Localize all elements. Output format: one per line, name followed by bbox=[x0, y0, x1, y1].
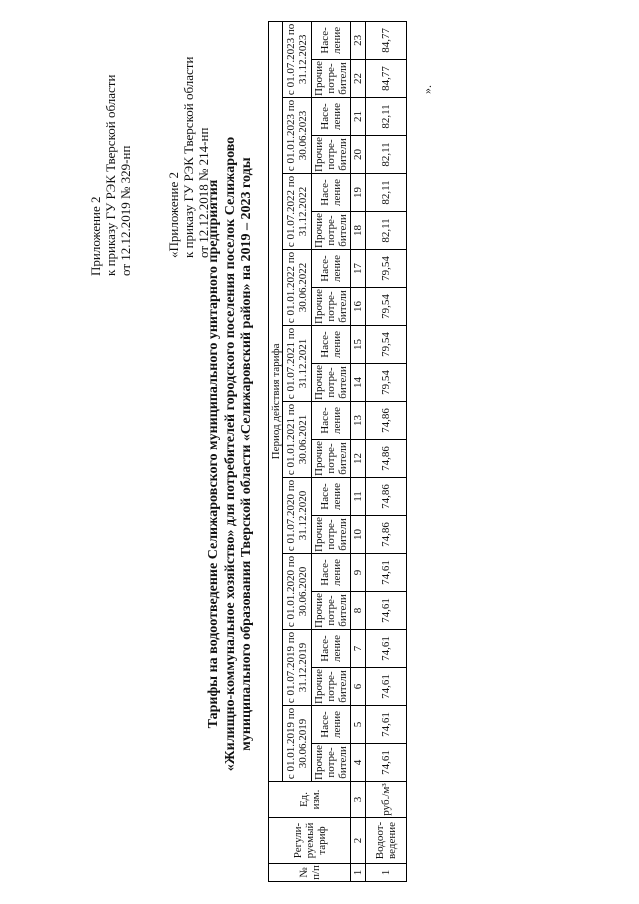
column-number: 10 bbox=[351, 516, 366, 554]
consumer-other: Прочие потре-бители bbox=[313, 441, 349, 476]
column-number: 8 bbox=[351, 592, 366, 630]
column-number: 9 bbox=[351, 554, 366, 592]
header-row-period bbox=[269, 21, 283, 881]
column-number: 20 bbox=[351, 136, 366, 174]
tariff-value: 74,86 bbox=[366, 402, 407, 440]
consumer-other: Прочие потре-бители bbox=[313, 745, 349, 780]
column-number: 22 bbox=[351, 60, 366, 98]
tariff-value: 74,61 bbox=[366, 554, 407, 592]
consumer-population: Насе-ление bbox=[312, 478, 351, 516]
tariff-value: 74,61 bbox=[366, 744, 407, 782]
column-number: 15 bbox=[351, 326, 366, 364]
row-unit: руб./м³ bbox=[366, 782, 407, 818]
column-number: 3 bbox=[351, 782, 366, 818]
column-number: 23 bbox=[351, 21, 366, 59]
period-range: с 01.07.2021 по 31.12.2021 bbox=[283, 326, 312, 402]
document-title-line1: Тарифы на водоотведение Селижаровского муниципального унитарного предприятия bbox=[206, 179, 221, 729]
consumer-population: Насе-ление bbox=[312, 174, 351, 212]
column-number: 4 bbox=[351, 744, 366, 782]
tariff-value: 74,61 bbox=[366, 668, 407, 706]
period-range: с 01.01.2019 по 30.06.2019 bbox=[283, 706, 312, 782]
column-number: 6 bbox=[351, 668, 366, 706]
consumer-other: Прочие потре-бители bbox=[313, 517, 349, 552]
tariff-value: 74,61 bbox=[366, 630, 407, 668]
table-row bbox=[366, 21, 407, 881]
consumer-population: Насе-ление bbox=[312, 554, 351, 592]
tariff-value: 79,54 bbox=[366, 250, 407, 288]
consumer-population: Насе-ление bbox=[312, 402, 351, 440]
period-range: с 01.07.2019 по 31.12.2019 bbox=[283, 630, 312, 706]
period-range: с 01.07.2022 по 31.12.2022 bbox=[283, 174, 312, 250]
column-number: 1 bbox=[351, 864, 366, 882]
period-range: с 01.07.2020 по 31.12.2020 bbox=[283, 478, 312, 554]
appendix-header-new-line2: к приказу ГУ РЭК Тверской области bbox=[103, 74, 118, 276]
appendix-header-old-line2: к приказу ГУ РЭК Тверской области bbox=[181, 56, 196, 258]
consumer-other: Прочие потре-бители bbox=[313, 213, 349, 248]
document-title bbox=[206, 44, 256, 864]
header-tariff: Регули-руемый тариф bbox=[269, 818, 351, 864]
tariff-value: 82,11 bbox=[366, 174, 407, 212]
appendix-header-old-line1: «Приложение 2 bbox=[166, 171, 181, 258]
tariff-value: 79,54 bbox=[366, 288, 407, 326]
closing-quote: ». bbox=[420, 85, 434, 94]
consumer-other: Прочие потре-бители bbox=[313, 365, 349, 400]
tariff-table bbox=[268, 21, 407, 882]
column-number: 12 bbox=[351, 440, 366, 478]
appendix-header-old bbox=[166, 18, 211, 258]
column-number: 13 bbox=[351, 402, 366, 440]
header-row-ranges bbox=[283, 21, 312, 881]
consumer-population: Насе-ление bbox=[312, 326, 351, 364]
period-range: с 01.07.2023 по 31.12.2023 bbox=[283, 21, 312, 97]
tariff-value: 74,86 bbox=[366, 440, 407, 478]
period-range: с 01.01.2023 по 30.06.2023 bbox=[283, 98, 312, 174]
tariff-value: 82,11 bbox=[366, 98, 407, 136]
consumer-other: Прочие потре-бители bbox=[313, 593, 349, 628]
tariff-value: 84,77 bbox=[366, 60, 407, 98]
tariff-value: 82,11 bbox=[366, 212, 407, 250]
period-range: с 01.01.2021 по 30.06.2021 bbox=[283, 402, 312, 478]
tariff-value: 74,61 bbox=[366, 706, 407, 744]
consumer-population: Насе-ление bbox=[312, 630, 351, 668]
header-unit: Ед. изм. bbox=[269, 782, 351, 818]
tariff-value: 74,86 bbox=[366, 516, 407, 554]
column-number: 5 bbox=[351, 706, 366, 744]
header-period: Период действия тарифа bbox=[269, 21, 283, 781]
tariff-value: 74,61 bbox=[366, 592, 407, 630]
appendix-header-old-line3: от 12.12.2018 № 214-нп bbox=[196, 127, 211, 258]
appendix-header-new-line1: Приложение 2 bbox=[88, 196, 103, 276]
column-number: 18 bbox=[351, 212, 366, 250]
consumer-other: Прочие потре-бители bbox=[313, 137, 349, 172]
appendix-header-new bbox=[88, 36, 133, 276]
column-number: 11 bbox=[351, 478, 366, 516]
consumer-population: Насе-ление bbox=[312, 250, 351, 288]
period-range: с 01.01.2020 по 30.06.2020 bbox=[283, 554, 312, 630]
column-number: 21 bbox=[351, 98, 366, 136]
tariff-value: 82,11 bbox=[366, 136, 407, 174]
consumer-other: Прочие потре-бители bbox=[313, 669, 349, 704]
appendix-header-new-line3: от 12.12.2019 № 329-нп bbox=[118, 145, 133, 276]
column-number: 7 bbox=[351, 630, 366, 668]
column-number: 2 bbox=[351, 818, 366, 864]
consumer-population: Насе-ление bbox=[312, 706, 351, 744]
header-row-consumers bbox=[312, 21, 351, 881]
column-number: 16 bbox=[351, 288, 366, 326]
row-number: 1 bbox=[366, 864, 407, 882]
column-number: 17 bbox=[351, 250, 366, 288]
tariff-table-body bbox=[269, 21, 407, 881]
document-title-line3: муниципального образования Тверской области «Селижаровский район» на 2019 – 2023 годы bbox=[239, 157, 254, 751]
document-title-line2: «Жилищно-коммунальное хозяйство» для потребителей городского поселения поселок Селижарово bbox=[222, 136, 238, 772]
period-range: с 01.01.2022 по 30.06.2022 bbox=[283, 250, 312, 326]
tariff-value: 79,54 bbox=[366, 364, 407, 402]
consumer-other: Прочие потре-бители bbox=[313, 61, 349, 96]
consumer-other: Прочие потре-бители bbox=[313, 289, 349, 324]
tariff-value: 74,86 bbox=[366, 478, 407, 516]
column-number: 19 bbox=[351, 174, 366, 212]
row-tariff: Водоот-ведение bbox=[366, 818, 407, 864]
column-number: 14 bbox=[351, 364, 366, 402]
tariff-value: 79,54 bbox=[366, 326, 407, 364]
consumer-population: Насе-ление bbox=[312, 21, 351, 59]
tariff-value: 84,77 bbox=[366, 21, 407, 59]
consumer-population: Насе-ление bbox=[312, 98, 351, 136]
header-row-numbers bbox=[351, 21, 366, 881]
header-number: № п/п bbox=[269, 864, 351, 882]
